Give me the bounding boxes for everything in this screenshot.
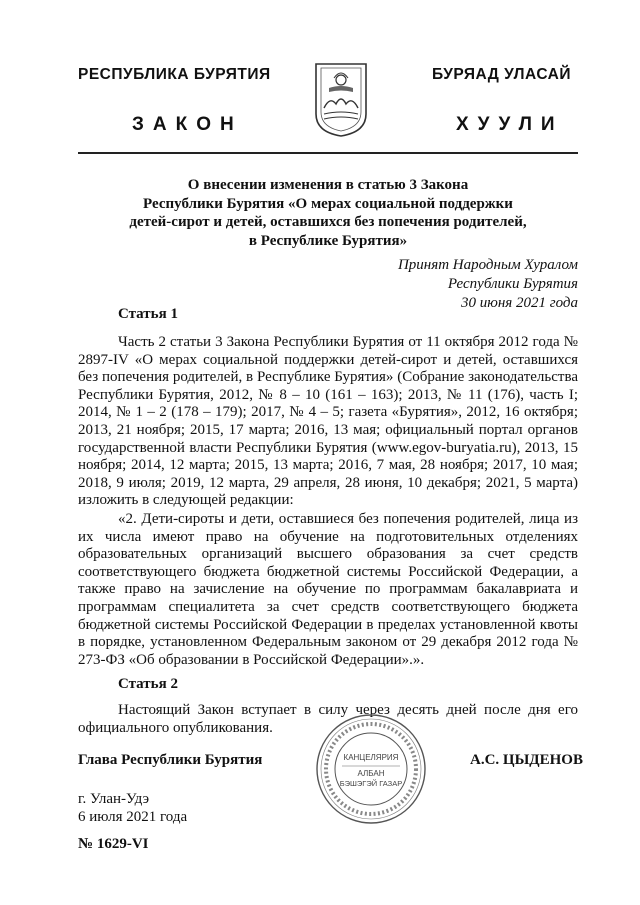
adoption-note bbox=[398, 256, 578, 313]
signing-place: г. Улан-Удэ bbox=[78, 791, 150, 807]
article-2-heading: Статья 2 bbox=[118, 676, 178, 692]
buryatia-coat-of-arms-icon bbox=[312, 56, 370, 138]
header-republic-buryat: БУРЯАД УЛАСАЙ bbox=[432, 66, 571, 83]
signing-place-and-date bbox=[78, 790, 187, 826]
law-title-line: в Республике Бурятия» bbox=[248, 232, 408, 249]
law-number: № 1629-VI bbox=[78, 836, 149, 852]
header-divider bbox=[78, 152, 578, 154]
signatory-position: Глава Республики Бурятия bbox=[78, 752, 263, 768]
seal-text-office: КАНЦЕЛЯРИЯ bbox=[343, 753, 399, 762]
header-doc-type-russian: ЗАКОН bbox=[132, 114, 243, 135]
official-seal-stamp bbox=[314, 712, 428, 826]
signatory-name: А.С. ЦЫДЕНОВ bbox=[470, 752, 583, 768]
article-2-paragraph: Настоящий Закон вступает в силу через десять дней после дня его официального опубликования. bbox=[78, 702, 578, 736]
article-1-heading: Статья 1 bbox=[118, 306, 178, 322]
adoption-note-line: Республики Бурятия bbox=[447, 276, 578, 292]
article-1-quoted-paragraph: «2. Дети-сироты и дети, оставшиеся без попечения родителей, лица из их числа имеют право на обучение на подготовительных отделениях образовательных организаций высшего образования за счет средств соответствующего бюджета бюджетной системы Российской Федерации, а также право на зачисление на обучение по программам бакалавриата и программам специалитета за счет средств соответствующего бюджета бюджетной системы Российской Федерации в пределах установленной квоты в порядке, установленном Федеральным законом от 29 декабря 2012 года № 273-ФЗ «Об образовании в Российской Федерации».». bbox=[78, 511, 578, 668]
law-title-line: О внесении изменения в статью 3 Закона bbox=[187, 177, 469, 193]
law-title-line: детей-сирот и детей, оставшихся без попечения родителей, bbox=[129, 214, 527, 230]
law-title-line: Республики Бурятия «О мерах социальной поддержки bbox=[143, 195, 513, 212]
adoption-note-line: 30 июня 2021 года bbox=[461, 295, 578, 311]
header-doc-type-buryat: ХУУЛИ bbox=[456, 114, 564, 135]
header-republic-russian: РЕСПУБЛИКА БУРЯТИЯ bbox=[78, 66, 271, 83]
adoption-note-line: Принят Народным Хуралом bbox=[397, 257, 578, 273]
article-1-paragraph: Часть 2 статьи 3 Закона Республики Бурятия от 11 октября 2012 года № 2897-IV «О мерах социальной поддержки детей-сирот и детей, оставшихся без попечения родителей, в Республике Бурятия» (Собрание законодательства Республики Бурятия, 2012, № 8 – 10 (161 – 163); 2013, № 11 (176), часть I; 2014, № 1 – 2 (178 – 179); 2017, № 4 – 5; газета «Бурятия», 2012, 16 октября; 2013, 21 ноября; 2015, 17 марта; 2016, 13 мая; официальный портал органов государственной власти Республики Бурятия (www.egov-buryatia.ru), 2013, 15 ноября; 2014, 12 марта; 2015, 13 марта; 2016, 7 мая, 28 ноября; 2017, 10 мая; 2018, 9 июля; 2019, 12 марта, 29 апреля, 28 июня, 10 декабря; 2021, 5 марта) изложить в следующей редакции: bbox=[78, 334, 578, 509]
seal-text-office-buryat: БЭШЭГЭЙ ГАЗАР bbox=[339, 779, 403, 788]
seal-text-alban: АЛБАН bbox=[357, 769, 385, 778]
law-title bbox=[78, 176, 578, 250]
signing-date: 6 июля 2021 года bbox=[78, 809, 188, 825]
